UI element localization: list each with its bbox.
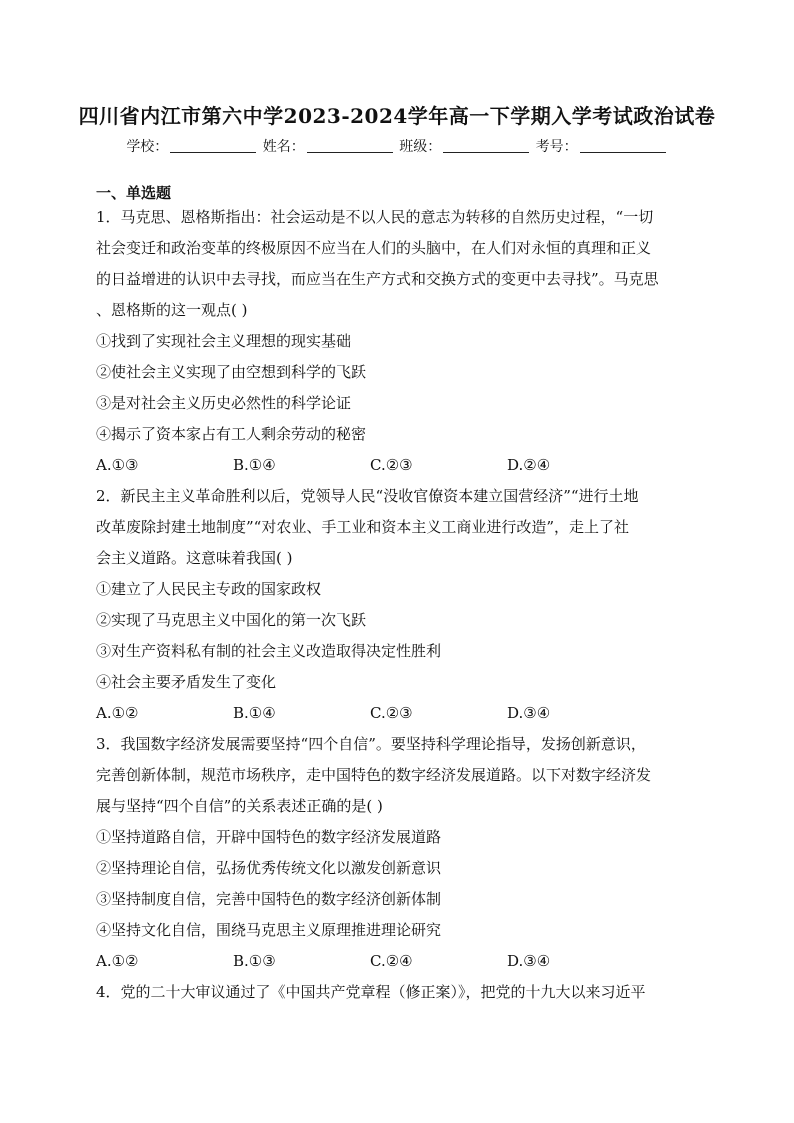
question-1	[96, 202, 700, 481]
statement-option: ④社会主要矛盾发生了变化	[96, 673, 277, 691]
choice-c: C.②④	[370, 952, 413, 970]
class-label: 班级：	[399, 139, 442, 155]
statement-option: ①建立了人民民主专政的国家政权	[96, 580, 322, 598]
statement-option: ②坚持理论自信，弘扬优秀传统文化以激发创新意识	[96, 859, 442, 877]
question-line: 的日益增进的认识中去寻找，而应当在生产方式和交换方式的变更中去寻找”。马克思	[96, 270, 659, 288]
question-line: 完善创新体制，规范市场秩序，走中国特色的数字经济发展道路。以下对数字经济发	[96, 766, 652, 784]
statement-option: ①坚持道路自信，开辟中国特色的数字经济发展道路	[96, 828, 442, 846]
choice-d: D.③④	[507, 952, 551, 970]
name-label: 姓名：	[262, 139, 305, 155]
page-title: 四川省内江市第六中学2023-2024学年高一下学期入学考试政治试卷	[78, 104, 716, 128]
school-label: 学校：	[126, 139, 169, 155]
statement-option: ③坚持制度自信，完善中国特色的数字经济创新体制	[96, 890, 442, 908]
choice-b: B.①③	[233, 952, 276, 970]
choice-d: D.②④	[507, 456, 551, 474]
statement-option: ④坚持文化自信，围绕马克思主义原理推进理论研究	[96, 921, 442, 939]
question-line: 社会变迁和政治变革的终极原因不应当在人们的头脑中，在人们对永恒的真理和正义	[96, 239, 652, 257]
statement-option: ①找到了实现社会主义理想的现实基础	[96, 332, 352, 350]
statement-option: ③对生产资料私有制的社会主义改造取得决定性胜利	[96, 642, 442, 660]
question-line: 1．马克思、恩格斯指出：社会运动是不以人民的意志为转移的自然历史过程，“一切	[96, 208, 654, 226]
name-blank	[307, 138, 393, 153]
question-3	[96, 729, 700, 977]
answer-choices	[96, 946, 700, 977]
question-line: 会主义道路。这意味着我国( )	[96, 549, 293, 567]
question-4	[96, 977, 700, 1008]
answer-choices	[96, 698, 700, 729]
student-info-line	[0, 136, 794, 156]
question-line: 展与坚持“四个自信”的关系表述正确的是( )	[96, 797, 383, 815]
number-blank	[580, 138, 666, 153]
school-blank	[170, 138, 256, 153]
statement-option: ②实现了马克思主义中国化的第一次飞跃	[96, 611, 367, 629]
question-line: 4．党的二十大审议通过了《中国共产党章程（修正案）》，把党的十九大以来习近平	[96, 983, 646, 1001]
choice-d: D.③④	[507, 704, 551, 722]
number-label: 考号：	[535, 139, 578, 155]
answer-choices	[96, 450, 700, 481]
choice-b: B.①④	[233, 704, 276, 722]
question-line: 3．我国数字经济发展需要坚持“四个自信”。要坚持科学理论指导，发扬创新意识，	[96, 735, 646, 753]
section-heading: 一、单选题	[96, 184, 172, 202]
choice-c: C.②③	[370, 704, 413, 722]
statement-option: ③是对社会主义历史必然性的科学论证	[96, 394, 352, 412]
choice-a: A.①③	[96, 456, 139, 474]
statement-option: ②使社会主义实现了由空想到科学的飞跃	[96, 363, 367, 381]
question-line: 、恩格斯的这一观点( )	[96, 301, 248, 319]
choice-a: A.①②	[96, 952, 139, 970]
questions-container	[96, 202, 700, 1008]
question-2	[96, 481, 700, 729]
choice-a: A.①②	[96, 704, 139, 722]
statement-option: ④揭示了资本家占有工人剩余劳动的秘密	[96, 425, 367, 443]
choice-c: C.②③	[370, 456, 413, 474]
question-line: 改革废除封建土地制度”“对农业、手工业和资本主义工商业进行改造”，走上了社	[96, 518, 630, 536]
question-line: 2．新民主主义革命胜利以后，党领导人民“没收官僚资本建立国营经济”“进行土地	[96, 487, 639, 505]
class-blank	[443, 138, 529, 153]
choice-b: B.①④	[233, 456, 276, 474]
